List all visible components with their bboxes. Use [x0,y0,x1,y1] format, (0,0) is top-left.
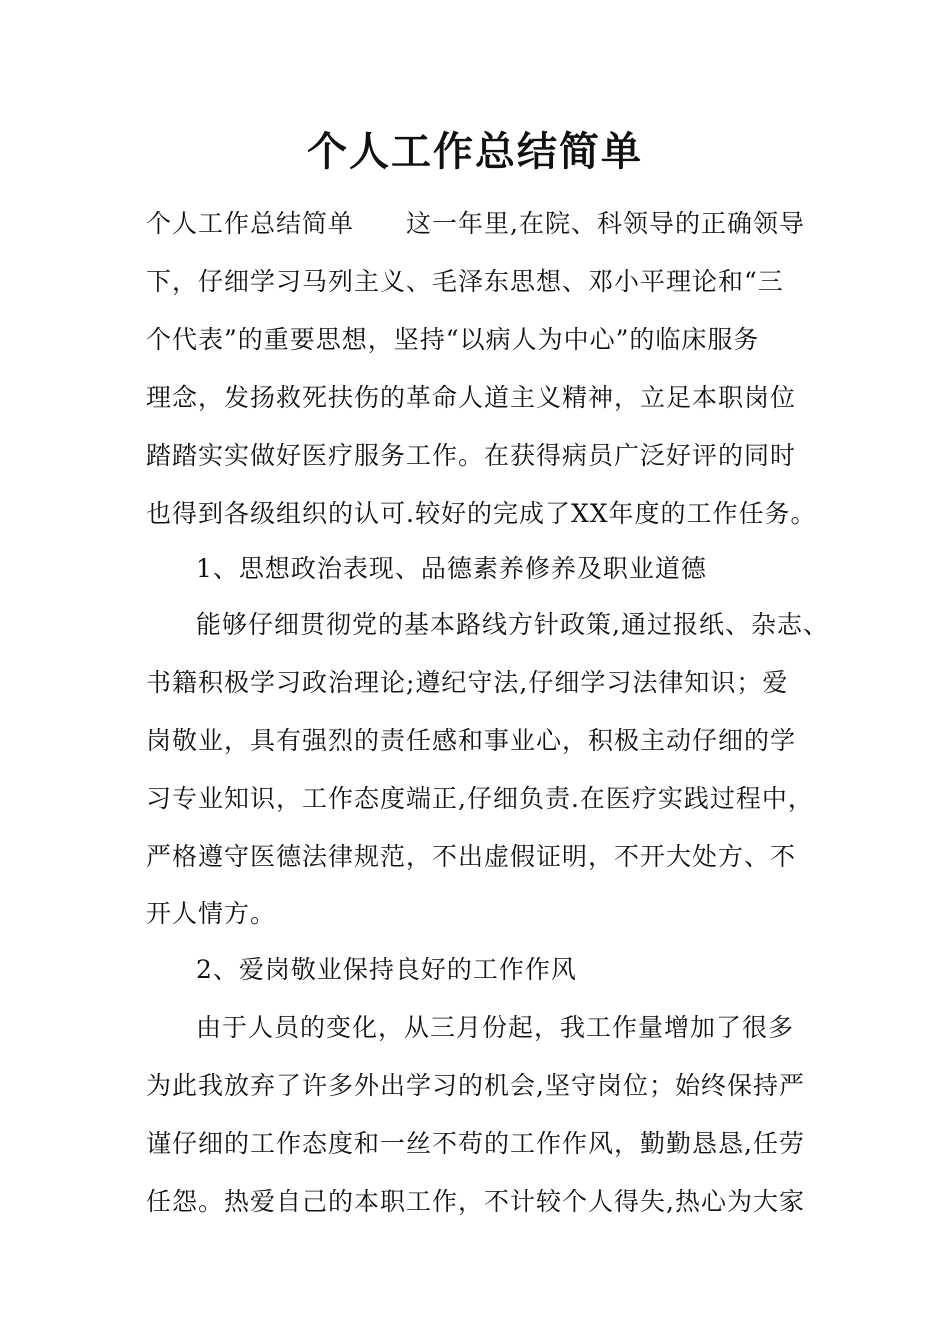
paragraph-line: 能够仔细贯彻党的基本路线方针政策,通过报纸、杂志、 [196,610,829,639]
paragraph-line: 踏踏实实做好医疗服务工作。在获得病员广泛好评的同时 [146,441,797,470]
paragraph-line: 任怨。热爱自己的本职工作，不计较个人得失,热心为大家 [146,1187,805,1216]
paragraph-line: 为此我放弃了许多外出学习的机会,坚守岗位；始终保持严 [146,1071,805,1100]
paragraph-line: 岗敬业，具有强烈的责任感和事业心，积极主动仔细的学 [146,726,797,755]
section-heading: 2、爱岗敬业保持良好的工作作风 [196,955,577,984]
paragraph-line: 也得到各级组织的认可.较好的完成了XX年度的工作任务。 [146,499,817,528]
paragraph-line: 谨仔细的工作态度和一丝不苟的工作作风，勤勤恳恳,任劳 [146,1129,805,1158]
paragraph-line: 由于人员的变化，从三月份起，我工作量增加了很多 [196,1013,795,1042]
paragraph-line: 个代表”的重要思想，坚持“以病人为中心”的临床服务 [146,325,760,354]
paragraph-line: 习专业知识，工作态度端正,仔细负责.在医疗实践过程中， [146,784,814,813]
paragraph-line: 严格遵守医德法律规范，不出虚假证明，不开大处方、不 [146,842,797,871]
paragraph-line: 理念，发扬救死扶伤的革命人道主义精神，立足本职岗位 [146,383,797,412]
paragraph-line: 个人工作总结简单 这一年里,在院、科领导的正确领导 [146,209,805,238]
paragraph-line: 开人情方。 [146,899,277,928]
section-heading: 1、思想政治表现、品德素养修养及职业道德 [196,554,707,583]
paragraph-line: 下，仔细学习马列主义、毛泽东思想、邓小平理论和“三 [146,267,784,296]
paragraph-line: 书籍积极学习政治理论;遵纪守法,仔细学习法律知识；爱 [146,668,789,697]
document-title: 个人工作总结简单 [307,128,643,175]
